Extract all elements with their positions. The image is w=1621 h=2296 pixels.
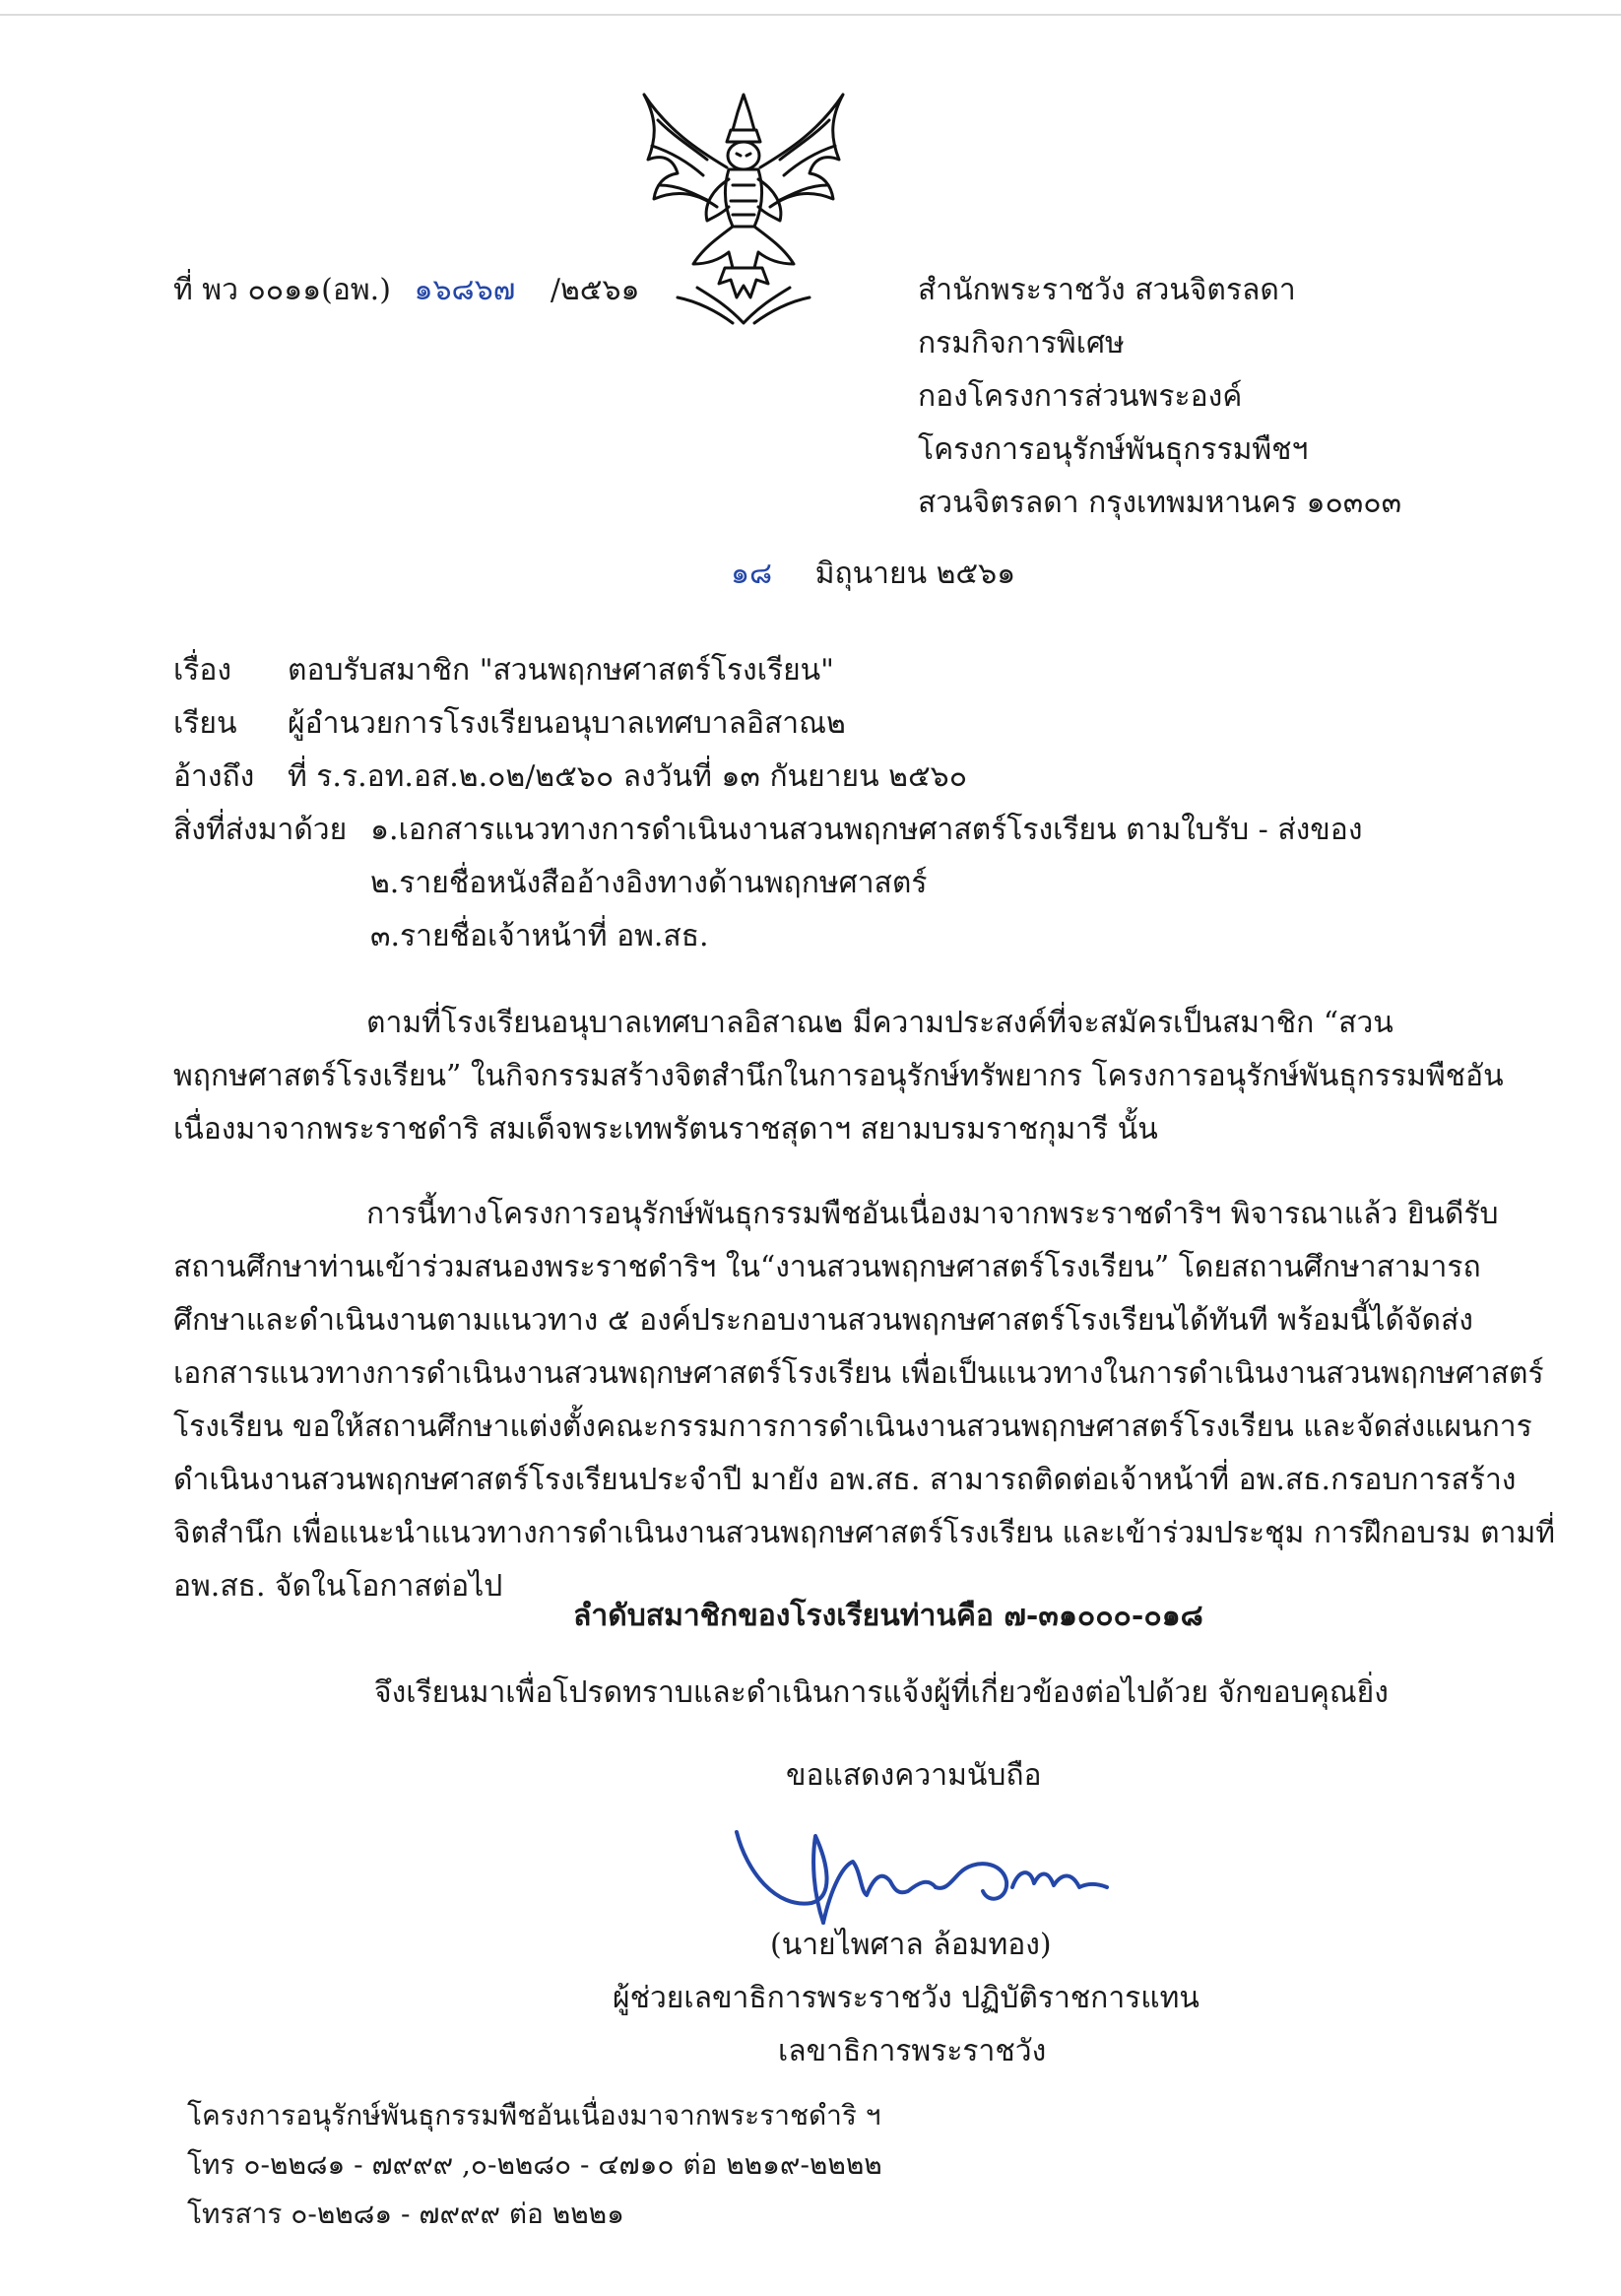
to-value: ผู้อำนวยการโรงเรียนอนุบาลเทศบาลอิสาณ๒ [288, 706, 846, 741]
signer-title-2: เลขาธิการพระราชวัง [778, 2034, 1047, 2068]
letter-date [731, 552, 1015, 597]
reference-year: /๒๕๖๑ [550, 273, 640, 307]
reference-number-handwritten: ๑๖๘๖๗ [414, 273, 516, 307]
paragraph1-line: เนื่องมาจากพระราชดำริ สมเด็จพระเทพรัตนราชสุดาฯ สยามบรมราชกุมารี นั้น [173, 1112, 1158, 1147]
reference-value: ที่ ร.ร.อท.อส.๒.๐๒/๒๕๖๐ ลงวันที่ ๑๓ กันยายน ๒๕๖๐ [288, 759, 968, 794]
footer-line-1: โครงการอนุรักษ์พันธุกรรมพืชอันเนื่องมาจากพระราชดำริ ฯ [187, 2099, 881, 2132]
garuda-emblem-icon [638, 91, 849, 327]
paragraph1-line: พฤกษศาสตร์โรงเรียน” ในกิจกรรมสร้างจิตสำนึกในการอนุรักษ์ทรัพยากร โครงการอนุรักษ์พันธุกรรมพืชอัน [173, 1059, 1504, 1093]
document-reference-number [173, 268, 640, 313]
enclosures-label: สิ่งที่ส่งมาด้วย [173, 813, 348, 847]
sender-address-line-2: กรมกิจการพิเศษ [918, 326, 1125, 361]
sender-address-line-4: โครงการอนุรักษ์พันธุกรรมพืชฯ [918, 432, 1309, 467]
footer-line-3: โทรสาร ๐-๒๒๘๑ - ๗๙๙๙ ต่อ ๒๒๒๑ [187, 2198, 624, 2230]
to-label: เรียน [173, 706, 237, 741]
signer-name: (นายไพศาล ล้อมทอง) [770, 1928, 1052, 1962]
paragraph2-line: ศึกษาและดำเนินงานตามแนวทาง ๕ องค์ประกอบงานสวนพฤกษศาสตร์โรงเรียนได้ทันที พร้อมนี้ได้จัดส่ง [173, 1303, 1473, 1338]
salutation: ขอแสดงความนับถือ [786, 1758, 1042, 1793]
enclosure-item-2: ๒.รายชื่อหนังสืออ้างอิงทางด้านพฤกษศาสตร์ [370, 866, 928, 900]
enclosure-item-3: ๓.รายชื่อเจ้าหน้าที่ อพ.สธ. [370, 919, 709, 953]
date-month-year: มิถุนายน ๒๕๖๑ [814, 557, 1016, 591]
footer-line-2: โทร ๐-๒๒๘๑ - ๗๙๙๙ ,๐-๒๒๘๐ - ๔๗๑๐ ต่อ ๒๒๑๙-๒๒๒๒ [187, 2148, 882, 2181]
paragraph2-line: อพ.สธ. จัดในโอกาสต่อไป [173, 1569, 503, 1604]
sender-address-line-1: สำนักพระราชวัง สวนจิตรลดา [918, 273, 1296, 307]
enclosure-item-1: ๑.เอกสารแนวทางการดำเนินงานสวนพฤกษศาสตร์โรงเรียน ตามใบรับ - ส่งของ [370, 813, 1363, 847]
reference-label: อ้างถึง [173, 759, 255, 794]
member-number: ลำดับสมาชิกของโรงเรียนท่านคือ ๗-๓๑๐๐๐-๐๑๘ [573, 1599, 1203, 1633]
paragraph2-line: จิตสำนึก เพื่อแนะนำแนวทางการดำเนินงานสวนพฤกษศาสตร์โรงเรียน และเข้าร่วมประชุม การฝึกอบรม ตามที่ [173, 1516, 1556, 1550]
sender-address-line-5: สวนจิตรลดา กรุงเทพมหานคร ๑๐๓๐๓ [918, 486, 1402, 520]
paragraph1-line: ตามที่โรงเรียนอนุบาลเทศบาลอิสาณ๒ มีความประสงค์ที่จะสมัครเป็นสมาชิก “สวน [366, 1006, 1394, 1040]
subject-label: เรื่อง [173, 653, 232, 688]
paragraph-application [173, 997, 1504, 1156]
subject-value: ตอบรับสมาชิก "สวนพฤกษศาสตร์โรงเรียน" [288, 653, 834, 688]
paragraph2-line: โรงเรียน ขอให้สถานศึกษาแต่งตั้งคณะกรรมการการดำเนินงานสวนพฤกษศาสตร์โรงเรียน และจัดส่งแผนการ [173, 1410, 1532, 1444]
paragraph-acceptance [173, 1188, 1556, 1613]
paragraph2-line: การนี้ทางโครงการอนุรักษ์พันธุกรรมพืชอันเนื่องมาจากพระราชดำริฯ พิจารณาแล้ว ยินดีรับ [366, 1197, 1499, 1231]
date-day-handwritten: ๑๘ [731, 557, 773, 591]
reference-prefix: ที่ พว ๐๐๑๑(อพ.) [173, 273, 391, 307]
paragraph2-line: สถานศึกษาท่านเข้าร่วมสนองพระราชดำริฯ ใน“งานสวนพฤกษศาสตร์โรงเรียน” โดยสถานศึกษาสามารถ [173, 1250, 1481, 1284]
handwritten-signature-icon [717, 1793, 1131, 1940]
scan-top-edge [0, 14, 1621, 16]
paragraph2-line: ดำเนินงานสวนพฤกษศาสตร์โรงเรียนประจำปี มายัง อพ.สธ. สามารถติดต่อเจ้าหน้าที่ อพ.สธ.กรอบการสร้าง [173, 1463, 1517, 1497]
closing-request: จึงเรียนมาเพื่อโปรดทราบและดำเนินการแจ้งผู้ที่เกี่ยวข้องต่อไปด้วย จักขอบคุณยิ่ง [374, 1675, 1389, 1710]
sender-address-line-3: กองโครงการส่วนพระองค์ [918, 379, 1243, 414]
paragraph2-line: เอกสารแนวทางการดำเนินงานสวนพฤกษศาสตร์โรงเรียน เพื่อเป็นแนวทางในการดำเนินงานสวนพฤกษศาสตร์ [173, 1356, 1544, 1391]
signer-title-1: ผู้ช่วยเลขาธิการพระราชวัง ปฏิบัติราชการแทน [613, 1981, 1200, 2015]
